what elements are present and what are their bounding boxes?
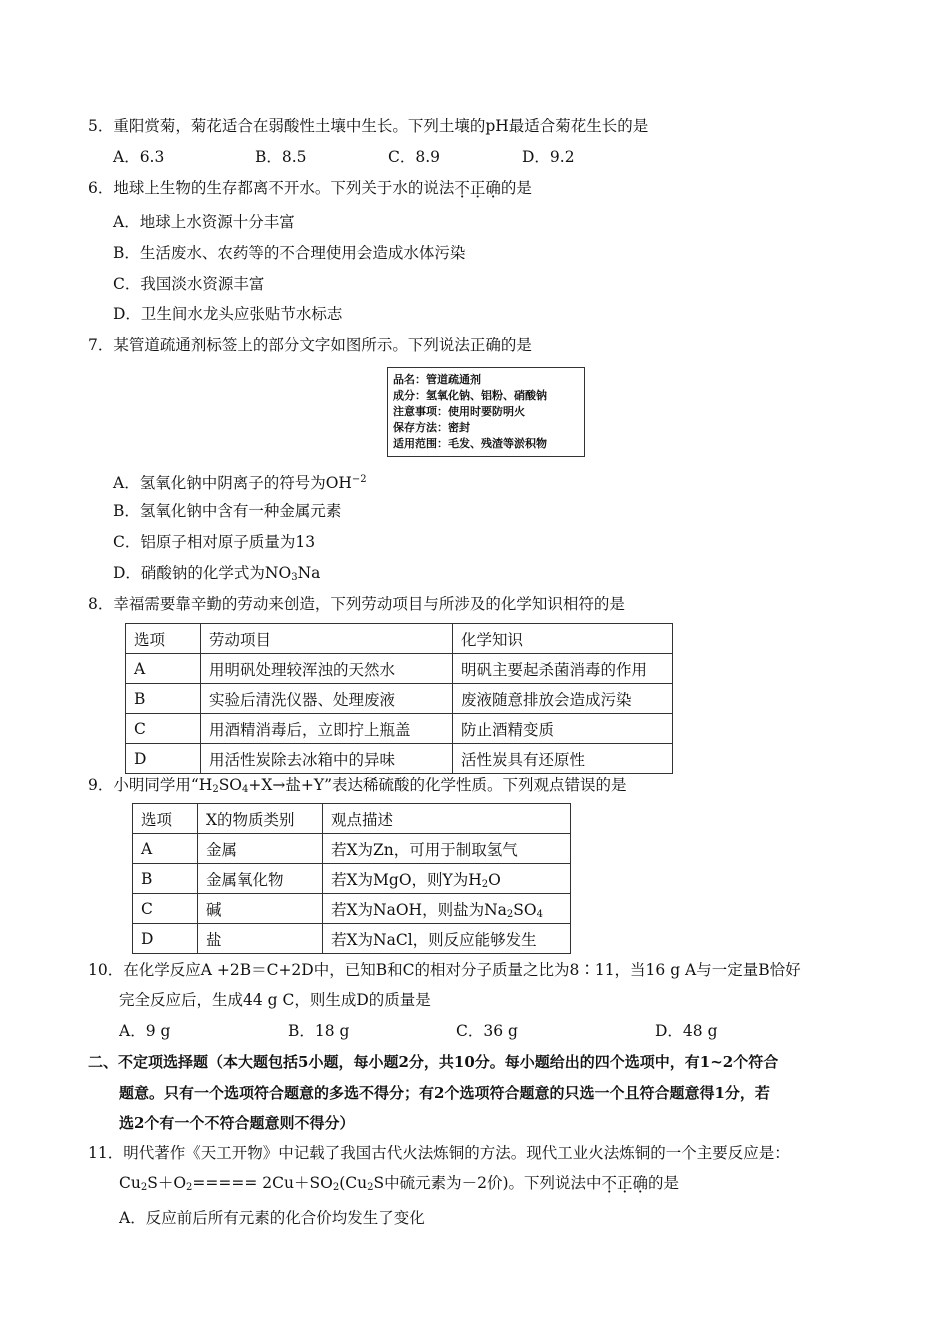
q11-emphasis-char: 确 bbox=[632, 1174, 649, 1192]
section2-heading-line1: 二、不定项选择题（本大题包括5小题，每小题2分，共10分。每小题给出的四个选项中，有1~2个符合 bbox=[88, 1053, 779, 1071]
q9-stem-text: SO bbox=[218, 776, 243, 794]
q6-option-c: C．我国淡水资源丰富 bbox=[113, 275, 265, 293]
table-row bbox=[126, 654, 673, 684]
q7-option-b: B．氢氧化钠中含有一种金属元素 bbox=[113, 502, 342, 520]
q5-stem: 5．重阳赏菊，菊花适合在弱酸性土壤中生长。下列土壤的pH最适合菊花生长的是 bbox=[88, 117, 649, 135]
table-cell: 防止酒精变质 bbox=[453, 714, 673, 744]
table-cell: 用明矾处理较浑浊的天然水 bbox=[201, 654, 453, 684]
q6-stem-tail: 的是 bbox=[500, 179, 532, 197]
table-cell: 碱 bbox=[198, 894, 323, 924]
table-row bbox=[133, 864, 571, 894]
q9-table bbox=[132, 803, 571, 954]
table-cell: 用酒精消毒后，立即拧上瓶盖 bbox=[201, 714, 453, 744]
table-cell: D bbox=[133, 924, 198, 954]
q7-option-a-text: A．氢氧化钠中阴离子的符号为OH bbox=[113, 474, 352, 492]
table-cell: C bbox=[133, 894, 198, 924]
subscript: 3 bbox=[291, 572, 298, 583]
q7-stem: 7．某管道疏通剂标签上的部分文字如图所示。下列说法正确的是 bbox=[88, 336, 532, 354]
table-cell bbox=[323, 894, 571, 924]
table-cell: 金属 bbox=[198, 834, 323, 864]
table-cell: 明矾主要起杀菌消毒的作用 bbox=[453, 654, 673, 684]
q7-option-c: C．铝原子相对原子质量为13 bbox=[113, 533, 316, 551]
q5-option-c: C．8.9 bbox=[388, 148, 441, 166]
header-cell: 观点描述 bbox=[323, 804, 571, 834]
q6-option-a: A．地球上水资源十分丰富 bbox=[113, 213, 295, 231]
section2-heading-line2: 题意。只有一个选项符合题意的多选不得分；有2个选项符合题意的只选一个且符合题意得1分，若 bbox=[119, 1084, 770, 1102]
q7-option-a bbox=[113, 470, 367, 493]
q5-option-d: D．9.2 bbox=[522, 148, 575, 166]
table-cell: 废液随意排放会造成污染 bbox=[453, 684, 673, 714]
subscript: 2 bbox=[367, 1182, 374, 1193]
q5-option-a: A．6.3 bbox=[113, 148, 165, 166]
q11-option-a: A．反应前后所有元素的化合价均发生了变化 bbox=[119, 1209, 425, 1227]
table-cell: 若X为Zn，可用于制取氢气 bbox=[323, 834, 571, 864]
subscript: 4 bbox=[536, 908, 543, 920]
subscript: 4 bbox=[242, 784, 249, 795]
table-cell: 实验后清洗仪器、处理废液 bbox=[201, 684, 453, 714]
table-cell: B bbox=[133, 864, 198, 894]
table-cell: A bbox=[133, 834, 198, 864]
subscript: 2 bbox=[186, 1182, 193, 1193]
cell-text: 若X为MgO，则Y为H bbox=[331, 870, 482, 889]
q6-stem-text: 6．地球上生物的生存都离不开水。下列关于水的说法 bbox=[88, 179, 455, 197]
product-label-box bbox=[387, 367, 585, 457]
table-cell: D bbox=[126, 744, 201, 774]
table-row bbox=[133, 894, 571, 924]
eq-text: S＋O bbox=[147, 1174, 187, 1192]
q11-emphasis-char: 正 bbox=[617, 1174, 633, 1192]
q10-stem-line1: 10．在化学反应A +2B＝C+2D中，已知B和C的相对分子质量之比为8∶11，当16 g A与一定量B恰好 bbox=[88, 961, 801, 979]
subscript: 2 bbox=[332, 1182, 340, 1193]
label-line: 注意事项：使用时要防明火 bbox=[393, 405, 525, 418]
q10-option-c: C．36 g bbox=[456, 1022, 518, 1040]
subscript: 2 bbox=[140, 1182, 148, 1193]
header-cell: X的物质类别 bbox=[198, 804, 323, 834]
table-cell bbox=[323, 864, 571, 894]
q5-option-b: B．8.5 bbox=[255, 148, 307, 166]
header-cell: 化学知识 bbox=[453, 624, 673, 654]
label-line: 保存方法：密封 bbox=[393, 421, 470, 434]
q6-emphasis-char: 确 bbox=[485, 179, 501, 197]
q11-stem-line1: 11．明代著作《天工开物》中记载了我国古代火法炼铜的方法。现代工业火法炼铜的一个主要反应是： bbox=[88, 1144, 790, 1162]
label-line: 成分：氢氧化钠、铝粉、硝酸钠 bbox=[393, 389, 547, 402]
q7-option-d bbox=[113, 563, 320, 588]
q7-option-d-text-tail: Na bbox=[297, 564, 321, 582]
q8-stem: 8．幸福需要靠辛勤的劳动来创造，下列劳动项目与所涉及的化学知识相符的是 bbox=[88, 595, 625, 613]
q10-option-d: D．48 g bbox=[655, 1022, 718, 1040]
table-header-row bbox=[133, 804, 571, 834]
subscript: 2 bbox=[481, 878, 489, 890]
q6-option-d: D．卫生间水龙头应张贴节水标志 bbox=[113, 305, 343, 323]
q10-option-a: A．9 g bbox=[119, 1022, 171, 1040]
table-cell: C bbox=[126, 714, 201, 744]
eq-text: Cu bbox=[119, 1174, 141, 1192]
table-cell: 用活性炭除去冰箱中的异味 bbox=[201, 744, 453, 774]
label-line: 品名：管道疏通剂 bbox=[393, 373, 481, 386]
eq-text: (Cu bbox=[339, 1174, 368, 1192]
table-row bbox=[133, 924, 571, 954]
table-cell: A bbox=[126, 654, 201, 684]
table-row bbox=[126, 714, 673, 744]
section2-heading-line3: 选2个有一个不符合题意则不得分） bbox=[119, 1114, 355, 1132]
q6-emphasis-char: 正 bbox=[469, 179, 486, 197]
table-cell: 盐 bbox=[198, 924, 323, 954]
table-cell: 金属氧化物 bbox=[198, 864, 323, 894]
q9-stem-text: 9．小明同学用“H bbox=[88, 776, 213, 794]
charge-superscript: −2 bbox=[351, 474, 367, 485]
header-cell: 劳动项目 bbox=[201, 624, 453, 654]
q6-stem bbox=[88, 178, 532, 198]
table-header-row bbox=[126, 624, 673, 654]
q8-table bbox=[125, 623, 673, 774]
q9-stem-text: +X→盐+Y”表达稀硫酸的化学性质。下列观点错误的是 bbox=[248, 776, 627, 794]
table-row bbox=[133, 834, 571, 864]
q10-option-b: B．18 g bbox=[288, 1022, 350, 1040]
subscript: 2 bbox=[212, 784, 219, 795]
eq-text: ===== 2Cu＋SO bbox=[192, 1174, 333, 1192]
eq-text: 的是 bbox=[648, 1174, 680, 1192]
header-cell: 选项 bbox=[133, 804, 198, 834]
table-cell: 活性炭具有还原性 bbox=[453, 744, 673, 774]
table-cell: 若X为NaCl，则反应能够发生 bbox=[323, 924, 571, 954]
q6-option-b: B．生活废水、农药等的不合理使用会造成水体污染 bbox=[113, 244, 466, 262]
q9-stem bbox=[88, 775, 627, 800]
table-row bbox=[126, 684, 673, 714]
table-row bbox=[126, 744, 673, 774]
eq-text: S中硫元素为－2价)。下列说法中 bbox=[373, 1174, 602, 1192]
header-cell: 选项 bbox=[126, 624, 201, 654]
cell-text: O bbox=[488, 870, 501, 889]
cell-text: 若X为NaOH，则盐为Na bbox=[331, 900, 507, 919]
q6-emphasis-char: 不 bbox=[454, 179, 470, 197]
q11-emphasis-char: 不 bbox=[601, 1174, 618, 1192]
subscript: 2 bbox=[506, 908, 514, 920]
q11-equation-line bbox=[119, 1173, 679, 1198]
cell-text: SO bbox=[513, 900, 537, 919]
table-cell: B bbox=[126, 684, 201, 714]
q7-option-d-text: D．硝酸钠的化学式为NO bbox=[113, 564, 292, 582]
label-line: 适用范围：毛发、残渣等淤积物 bbox=[393, 437, 547, 450]
q10-stem-line2: 完全反应后，生成44 g C，则生成D的质量是 bbox=[119, 991, 431, 1009]
